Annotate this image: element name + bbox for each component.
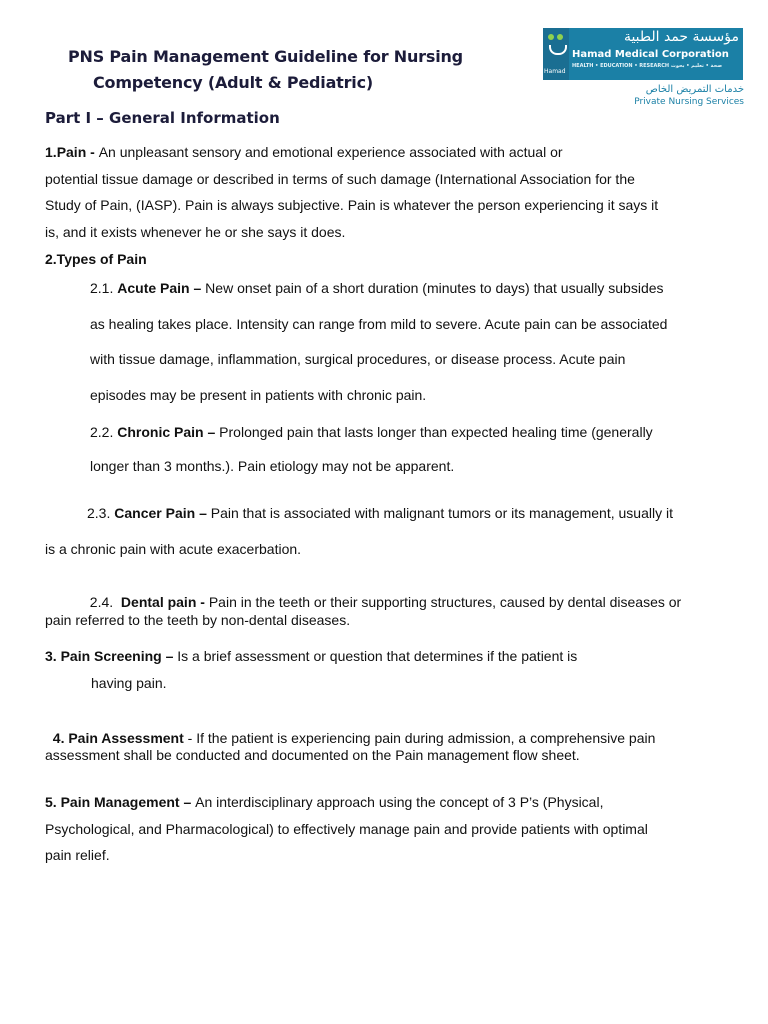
section-heading: Part I – General Information [45, 109, 280, 127]
pain-screening-text: Is a brief assessment or question that determines if the patient is [177, 648, 578, 664]
pain-management-line-3: pain relief. [45, 847, 110, 863]
acute-pain-line-3: with tissue damage, inflammation, surgical procedures, or disease process. Acute pain [90, 351, 626, 367]
dental-pain-line-1 [82, 575, 681, 611]
pain-assessment-text: - If the patient is experiencing pain during admission, a comprehensive pain [183, 730, 656, 746]
cancer-pain-text: Pain that is associated with malignant tumors or its management, usually it [210, 505, 673, 521]
document-title-line-2: Competency (Adult & Pediatric) [93, 73, 373, 92]
pain-number: 1. [45, 144, 57, 160]
cancer-pain-line-2: is a chronic pain with acute exacerbation. [45, 541, 302, 557]
dental-pain-line-2: pain referred to the teeth by non-dental diseases. [45, 612, 351, 628]
pain-management-text: An interdisciplinary approach using the concept of 3 P’s (Physical, [195, 794, 604, 810]
pain-screening-line-1 [45, 647, 577, 665]
chronic-pain-text: Prolonged pain that lasts longer than expected healing time (generally [219, 424, 653, 440]
pain-term: Pain - [56, 144, 99, 160]
service-name-arabic: خدمات التمريض الخاص [645, 84, 744, 95]
hamad-medical-corporation-logo [543, 28, 743, 80]
chronic-pain-line-1 [90, 423, 653, 441]
pain-text: An unpleasant sensory and emotional experience associated with actual or [98, 144, 563, 160]
pain-screening-term: 3. Pain Screening – [45, 648, 178, 664]
dental-pain-text: Pain in the teeth or their supporting structures, caused by dental diseases or [208, 594, 682, 610]
acute-pain-line-1 [90, 279, 664, 297]
pain-definition-line-3: Study of Pain, (IASP). Pain is always subjective. Pain is whatever the person experiencing it says it [45, 197, 659, 213]
logo-tagline: HEALTH • EDUCATION • RESEARCH صحة • تعليم • بحوث [572, 63, 723, 69]
cancer-pain-number: 2.3. [87, 505, 115, 521]
emblem-label: Hamad [544, 68, 566, 75]
cancer-pain-line-1 [87, 504, 673, 522]
acute-pain-line-2: as healing takes place. Intensity can range from mild to severe. Acute pain can be associated [90, 316, 668, 332]
logo-english-name: Hamad Medical Corporation [572, 49, 729, 60]
dental-pain-number: 2.4. [89, 594, 121, 610]
logo-arabic-name: مؤسسة حمد الطبية [623, 29, 739, 45]
cancer-pain-term: Cancer Pain – [114, 505, 211, 521]
document-title-line-1: PNS Pain Management Guideline for Nursing [68, 47, 463, 66]
pain-management-line-2: Psychological, and Pharmacological) to effectively manage pain and provide patients with optimal [45, 821, 648, 837]
acute-pain-number: 2.1. [90, 280, 118, 296]
pain-assessment-line-1 [45, 711, 655, 747]
acute-pain-line-4: episodes may be present in patients with chronic pain. [90, 387, 427, 403]
dental-pain-term: Dental pain - [120, 594, 209, 610]
types-of-pain-heading: 2.Types of Pain [45, 251, 147, 267]
chronic-pain-term: Chronic Pain – [117, 424, 220, 440]
pain-definition-line-4: is, and it exists whenever he or she says it does. [45, 224, 346, 240]
pain-definition-line-2: potential tissue damage or described in terms of such damage (International Association for the [45, 171, 635, 187]
pain-management-term: 5. Pain Management – [45, 794, 196, 810]
chronic-pain-number: 2.2. [90, 424, 118, 440]
acute-pain-text: New onset pain of a short duration (minutes to days) that usually subsides [205, 280, 664, 296]
pain-assessment-line-2: assessment shall be conducted and documented on the Pain management flow sheet. [45, 747, 580, 763]
pain-definition-line-1 [45, 143, 563, 161]
service-name-english: Private Nursing Services [634, 97, 744, 107]
pain-screening-line-2: having pain. [91, 675, 167, 691]
hmc-emblem-icon [543, 28, 569, 80]
chronic-pain-line-2: longer than 3 months.). Pain etiology may not be apparent. [90, 458, 455, 474]
pain-assessment-term: 4. Pain Assessment [52, 730, 184, 746]
acute-pain-term: Acute Pain – [117, 280, 206, 296]
pain-management-line-1 [45, 793, 603, 811]
